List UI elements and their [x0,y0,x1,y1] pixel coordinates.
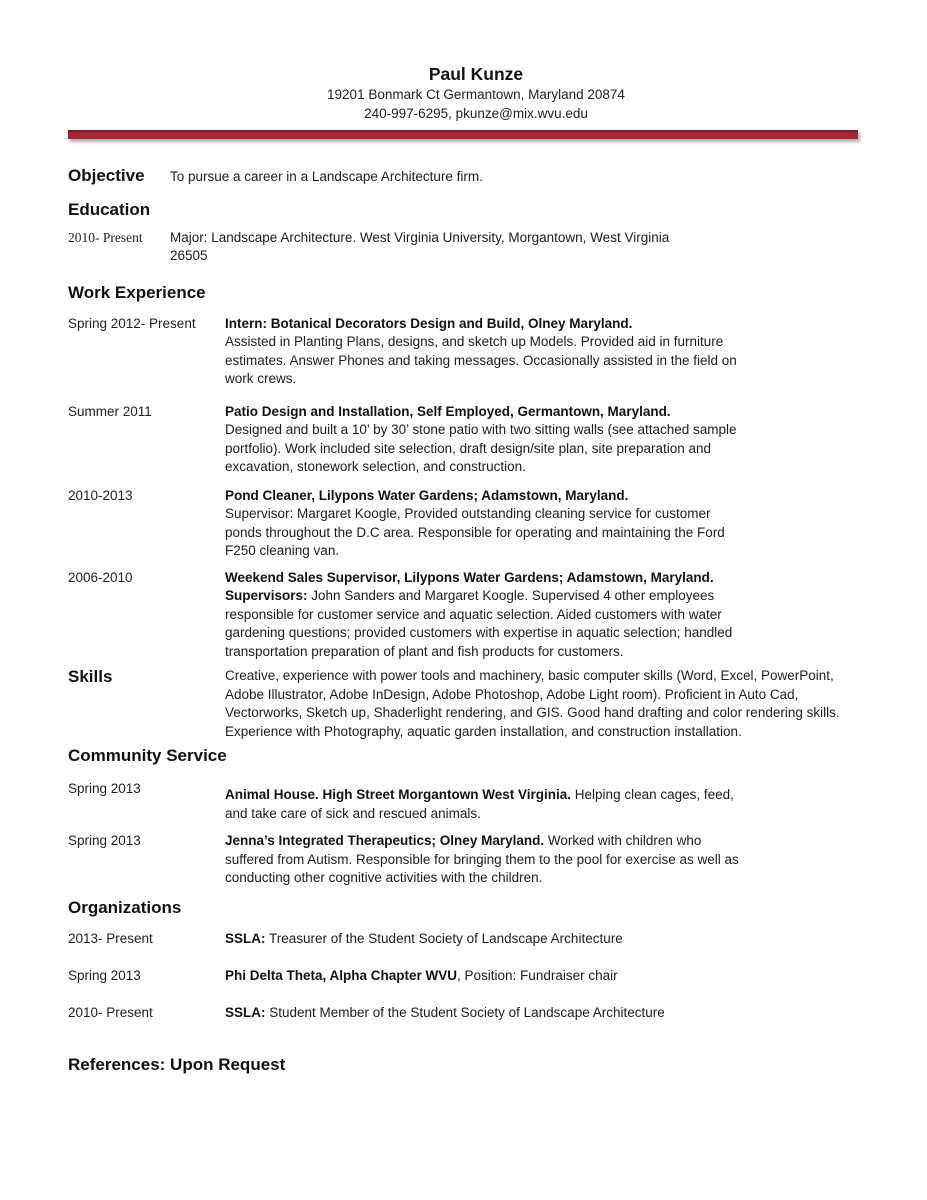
education-entry [68,229,860,266]
entry-body: John Sanders and Margaret Koogle. Supervised 4 other employees responsible for customer service and aquatic selection. Aided customers with water gardening questions; provided customers with expertise in aquatic selection; handled transportation preparation of plant and fish products for customers. [225,588,733,659]
entry-description [225,780,749,823]
education-heading: Education [68,199,151,219]
entry-body: Designed and built a 10’ by 30’ stone patio with two sitting walls (see attached sample portfolio). Work included site selection, draft design/site plan, site preparation and excavation, stonework selection, and construction. [225,422,737,474]
entry-description [225,315,749,389]
entry-date: Summer 2011 [68,403,152,419]
entry-description [225,1004,749,1023]
objective-text: To pursue a career in a Landscape Architecture firm. [170,169,483,184]
entry-title: Phi Delta Theta, Alpha Chapter WVU [225,968,458,983]
entry-date: 2013- Present [68,930,153,946]
work-entry [68,487,860,561]
header [80,64,872,123]
entry-body: Supervisor: Margaret Koogle, Provided outstanding cleaning service for customer ponds throughout the D.C area. Responsible for operating and maintaining the Ford F250 cleaning van. [225,506,725,558]
entry-description [225,569,749,662]
entry-body: Assisted in Planting Plans, designs, and sketch up Models. Provided aid in furniture estimates. Answer Phones and taking messages. Occasionally assisted in the field on work crews. [225,334,737,386]
community-entry [68,832,860,888]
header-divider-rule [68,130,858,139]
entry-date: Spring 2012- Present [68,315,196,331]
entry-body: Helping clean cages, feed, and take care of sick and rescued animals. [225,787,734,821]
community-service-heading: Community Service [68,746,227,765]
skills-heading: Skills [68,667,113,686]
person-address: 19201 Bonmark Ct Germantown, Maryland 20874 [327,87,625,102]
entry-title: SSLA: [225,930,266,946]
entry-body: , Position: Fundraiser chair [457,968,618,983]
entry-date: 2010- Present [68,1004,153,1020]
resume-content [68,64,860,1075]
work-entry [68,315,860,389]
entry-date: Spring 2013 [68,781,141,796]
entry-title: Intern: Botanical Decorators Design and Build, Olney Maryland. [225,315,633,331]
work-experience-heading: Work Experience [68,282,206,302]
entry-title: Jenna’s Integrated Therapeutics; Olney Maryland. [225,833,545,848]
person-contact: 240-997-6295, pkunze@mix.wvu.edu [364,106,588,121]
entry-date: 2010-2013 [68,487,133,503]
entry-title: Patio Design and Installation, Self Employed, Germantown, Maryland. [225,403,671,419]
entry-description [225,930,749,949]
entry-body: Worked with children who suffered from Autism. Responsible for bringing them to the pool for exercise as well as conducting other cognitive activities with the children. [225,833,739,885]
entry-description [225,487,749,561]
entry-date: 2010- Present [68,229,143,245]
entry-date: Spring 2013 [68,968,141,983]
references-heading: References: Upon Request [68,1055,286,1074]
work-entry [68,569,860,662]
entry-description [225,967,749,986]
organizations-heading: Organizations [68,897,182,917]
community-entry [68,780,860,823]
entry-title: Animal House. High Street Morgantown West Virginia. [225,787,572,802]
entry-body: Treasurer of the Student Society of Landscape Architecture [265,930,623,946]
entry-description [225,403,749,477]
entry-date: 2006-2010 [68,569,133,585]
organization-entry [68,930,860,949]
organization-entry [68,967,860,986]
entry-body: Student Member of the Student Society of Landscape Architecture [265,1004,665,1020]
entry-title: Pond Cleaner, Lilypons Water Gardens; Adamstown, Maryland. [225,487,629,503]
skills-section [68,667,860,741]
entry-description [225,832,749,888]
entry-title: Weekend Sales Supervisor, Lilypons Water Gardens; Adamstown, Maryland. Supervisors: [225,569,714,603]
objective-heading: Objective [68,166,145,185]
objective-section [68,166,860,187]
entry-description: Major: Landscape Architecture. West Virginia University, Morgantown, West Virginia 26505 [170,229,670,263]
work-entry [68,403,860,477]
person-name: Paul Kunze [428,64,524,84]
organization-entry [68,1004,860,1023]
skills-text: Creative, experience with power tools and machinery, basic computer skills (Word, Excel, PowerPoint, Adobe Illustrator, Adobe InDesign, Adobe Photoshop, Adobe Light room). Proficient in Auto Cad, Vectorworks, Sketch up, Shaderlight rendering, and GIS. Good hand drafting and color rendering skills. Experience with Photography, aquatic garden installation, and construction installation. [225,668,840,739]
entry-date: Spring 2013 [68,833,141,848]
entry-title: SSLA: [225,1004,266,1020]
